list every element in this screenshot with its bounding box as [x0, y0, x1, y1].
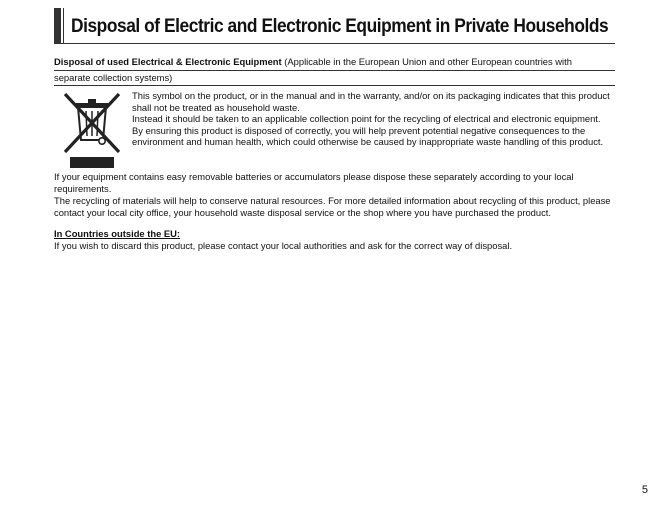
title-bar	[54, 8, 615, 44]
body-paragraphs	[54, 171, 617, 219]
weee-symbol	[62, 90, 122, 170]
outside-eu-section	[54, 228, 617, 252]
symbol-line-3: By ensuring this product is disposed of correctly, you will help prevent potential negative consequences to the environment and human health, which could otherwise be caused by inappropriate waste handling of this product.	[132, 124, 604, 148]
section-heading-line-2: separate collection systems)	[54, 71, 615, 87]
section-heading-line-1	[54, 55, 615, 71]
section-heading-rest: (Applicable in the European Union and other European countries with	[281, 56, 572, 67]
symbol-line-1: This symbol on the product, or in the manual and in the warranty, and/or on its packaging indicates that this product shall not be treated as household waste.	[132, 90, 610, 113]
section-heading	[54, 55, 615, 86]
outside-eu-text: If you wish to discard this product, please contact your local authorities and ask for the correct way of disposal.	[54, 240, 513, 251]
outside-eu-heading: In Countries outside the EU:	[54, 228, 181, 239]
crossed-out-wheeled-bin-icon	[62, 90, 122, 170]
symbol-description	[132, 90, 616, 148]
symbol-line-2: Instead it should be taken to an applicable collection point for the recycling of electrical and electronic equipment.	[132, 113, 601, 125]
page-title: Disposal of Electric and Electronic Equipment in Private Households	[71, 15, 609, 37]
batteries-paragraph: If your equipment contains easy removable batteries or accumulators please dispose these separately according to your local requirements.	[54, 171, 574, 194]
recycling-paragraph: The recycling of materials will help to conserve natural resources. For more detailed information about recycling of this product, please contact your local city office, your household waste disposal service or the shop where you have purchased the product.	[54, 195, 611, 218]
page-number: 5	[641, 484, 648, 496]
section-heading-bold: Disposal of used Electrical & Electronic Equipment	[54, 56, 282, 67]
